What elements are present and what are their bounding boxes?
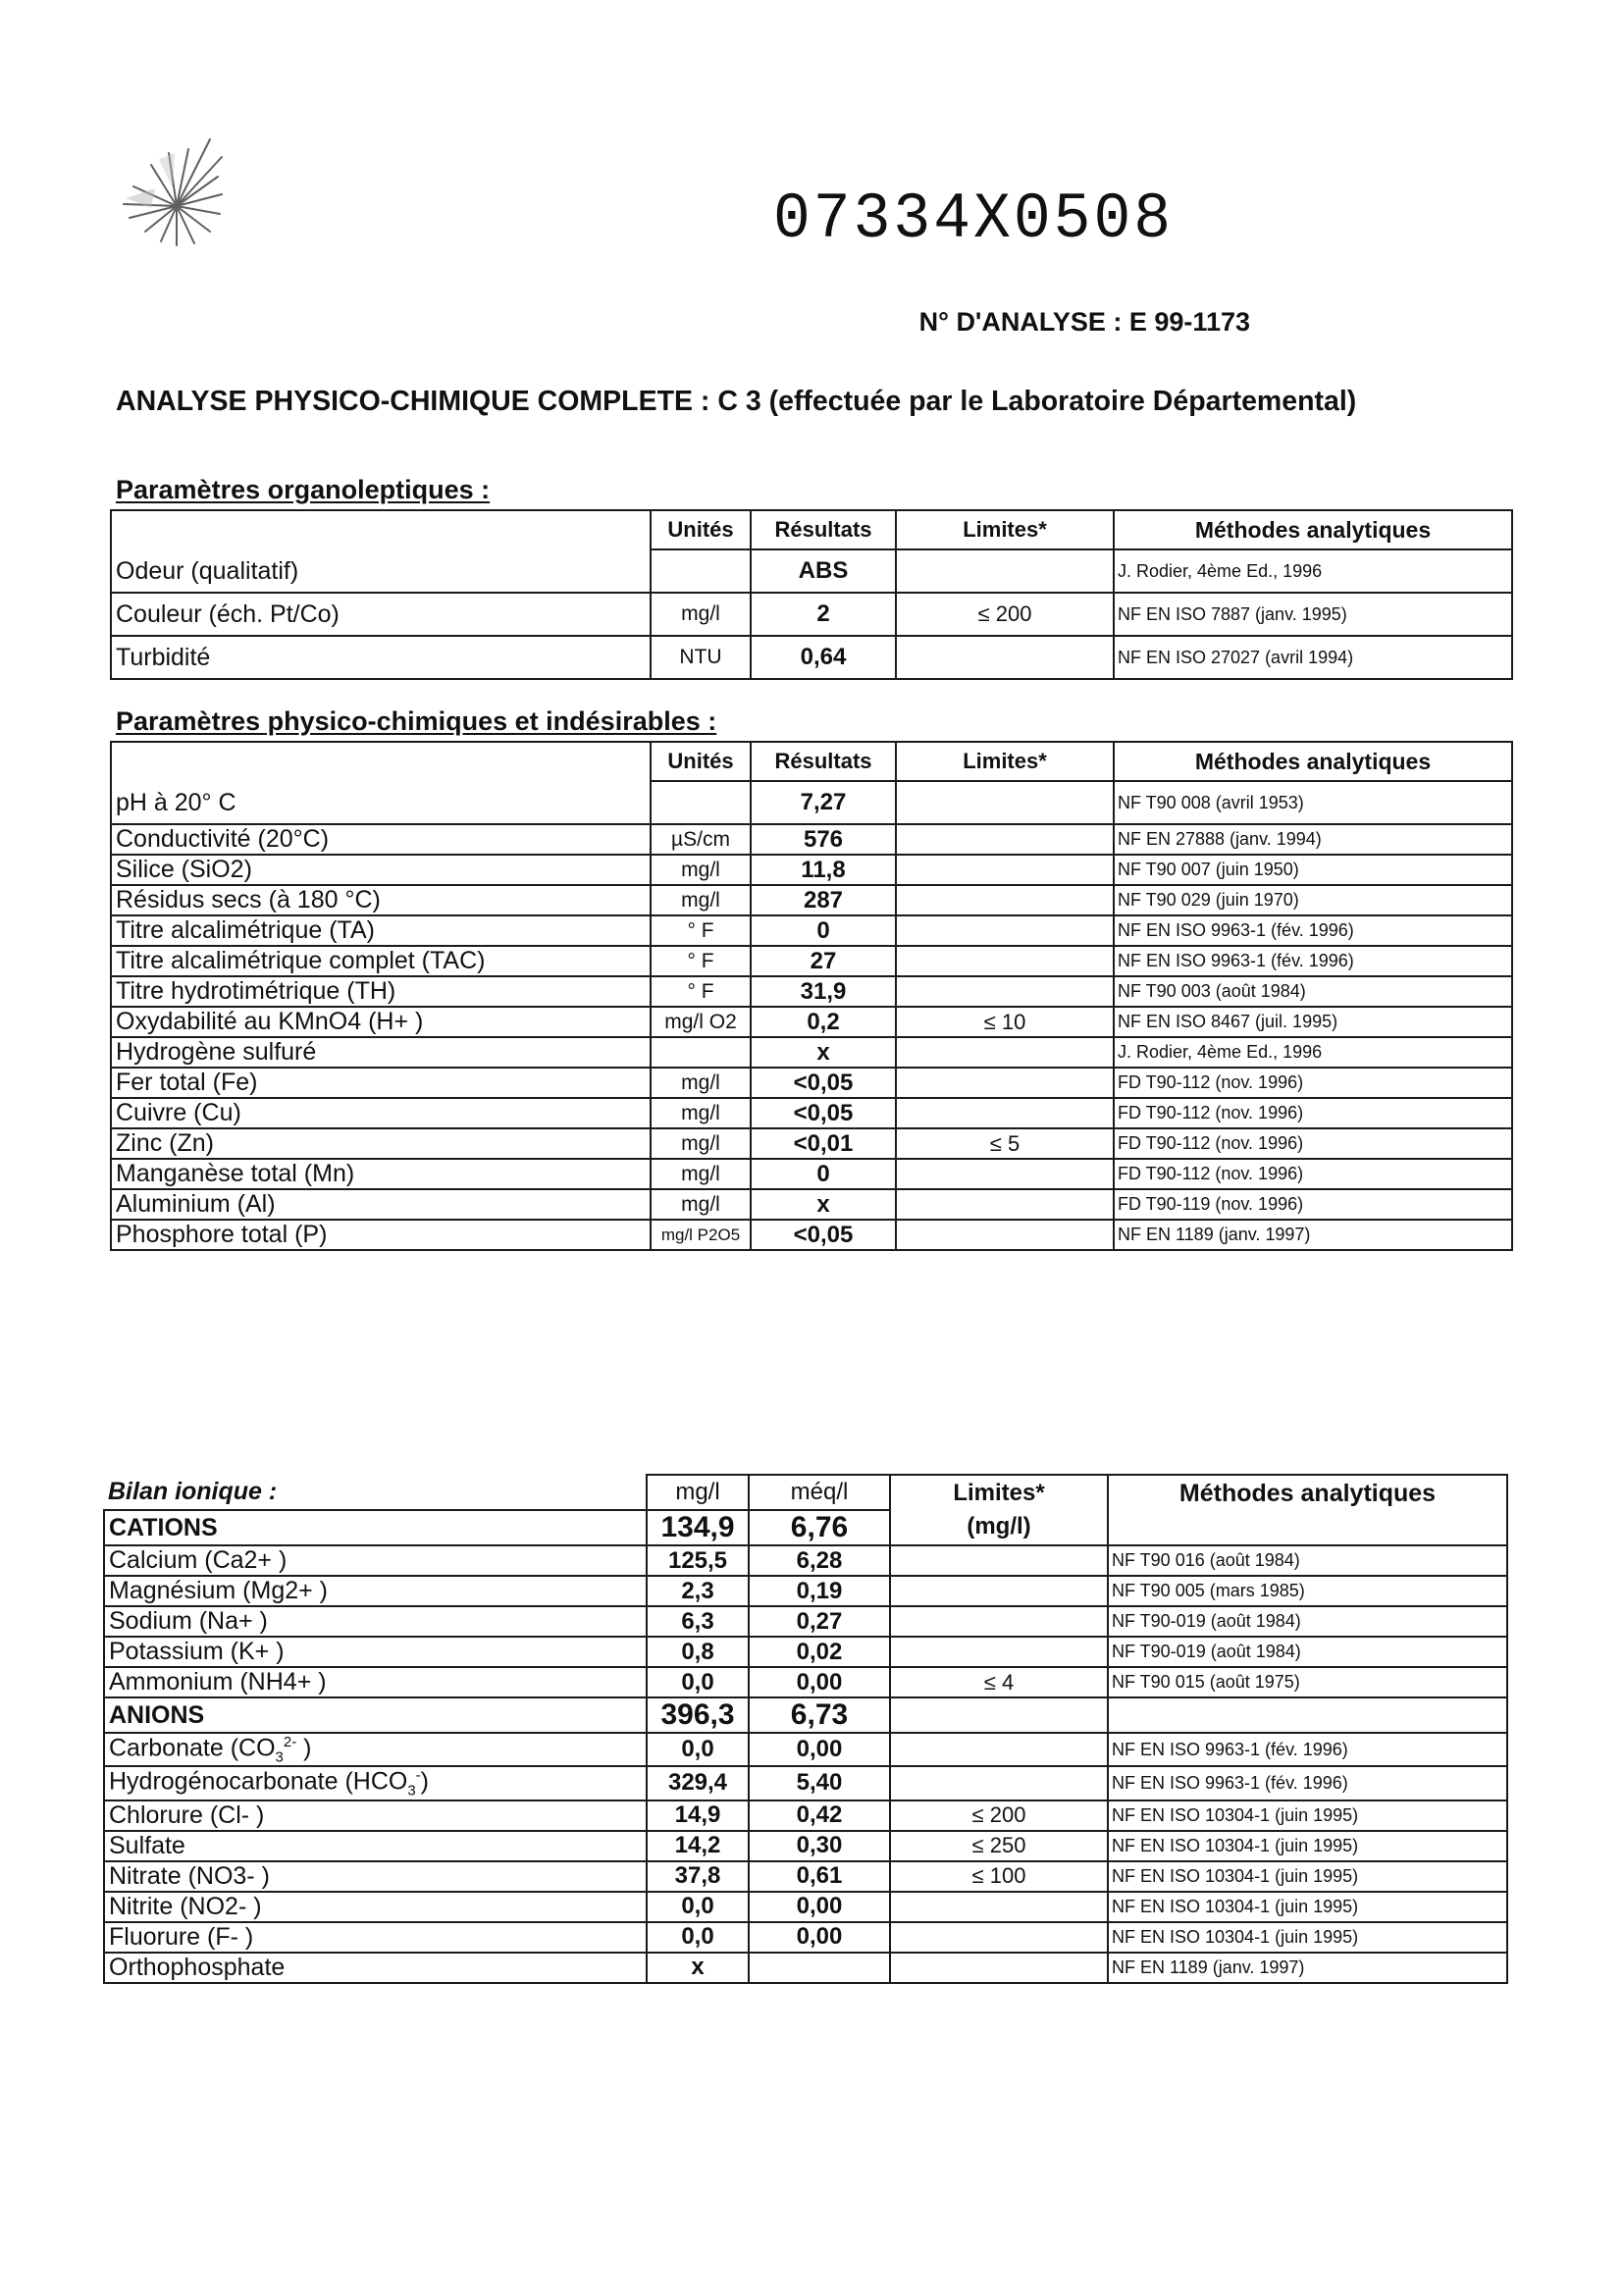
table-row [111, 1159, 1512, 1189]
param-cell: Manganèse total (Mn) [111, 1159, 651, 1189]
param-cell: Conductivité (20°C) [111, 824, 651, 855]
result-cell: 0 [751, 1159, 896, 1189]
method-cell: FD T90-112 (nov. 1996) [1114, 1128, 1512, 1159]
table-row [104, 1800, 1507, 1831]
param-cell: Ammonium (NH4+ ) [104, 1667, 647, 1697]
result-cell: <0,05 [751, 1098, 896, 1128]
unit-cell: mg/l [651, 1098, 751, 1128]
limit-cell [896, 824, 1114, 855]
limit-cell [890, 1606, 1108, 1637]
table-row [111, 1220, 1512, 1250]
meql-cell: 0,00 [749, 1733, 890, 1766]
method-cell: NF EN ISO 10304-1 (juin 1995) [1108, 1831, 1507, 1861]
result-cell: ABS [751, 549, 896, 593]
anions-total-row [104, 1697, 1507, 1733]
col-header-limits: Limites* [896, 742, 1114, 781]
result-cell: 11,8 [751, 855, 896, 885]
result-cell: <0,05 [751, 1068, 896, 1098]
table-row [104, 1733, 1507, 1766]
param-text-end: ) [296, 1734, 312, 1762]
section-title-physico: Paramètres physico-chimiques et indésirables : [116, 706, 717, 736]
method-cell: NF EN ISO 9963-1 (fév. 1996) [1108, 1733, 1507, 1766]
param-cell: Zinc (Zn) [111, 1128, 651, 1159]
col-header-meql: méq/l [749, 1475, 890, 1510]
meql-cell: 6,28 [749, 1545, 890, 1576]
param-cell: Phosphore total (P) [111, 1220, 651, 1250]
anions-meql: 6,73 [749, 1697, 890, 1733]
meql-cell: 0,27 [749, 1606, 890, 1637]
param-cell: Calcium (Ca2+ ) [104, 1545, 647, 1576]
result-cell: 0 [751, 915, 896, 946]
unit-cell: ° F [651, 946, 751, 976]
meql-cell: 0,42 [749, 1800, 890, 1831]
table-row [111, 855, 1512, 885]
analysis-number: N° D'ANALYSE : E 99-1173 [918, 307, 1250, 337]
param-cell: Couleur (éch. Pt/Co) [111, 593, 651, 636]
table-header-row [111, 510, 1512, 549]
param-cell: Oxydabilité au KMnO4 (H+ ) [111, 1007, 651, 1037]
limit-cell [896, 781, 1114, 824]
table-row [111, 1037, 1512, 1068]
col-header-results: Résultats [751, 742, 896, 781]
table-row [111, 593, 1512, 636]
physico-table [110, 741, 1513, 1251]
unit-cell: mg/l [651, 1128, 751, 1159]
col-header-methods: Méthodes analytiques [1108, 1475, 1507, 1545]
param-cell: Magnésium (Mg2+ ) [104, 1576, 647, 1606]
mgl-cell: 6,3 [647, 1606, 749, 1637]
limit-cell [896, 549, 1114, 593]
mgl-cell: 2,3 [647, 1576, 749, 1606]
limit-cell [896, 1098, 1114, 1128]
param-cell: Nitrate (NO3- ) [104, 1861, 647, 1892]
table-row [104, 1637, 1507, 1667]
param-cell: Chlorure (Cl- ) [104, 1800, 647, 1831]
result-cell: 0,2 [751, 1007, 896, 1037]
result-cell: 31,9 [751, 976, 896, 1007]
param-cell: Turbidité [111, 636, 651, 679]
result-cell: x [751, 1189, 896, 1220]
param-cell: Titre hydrotimétrique (TH) [111, 976, 651, 1007]
param-cell [104, 1733, 647, 1766]
method-cell: NF EN ISO 10304-1 (juin 1995) [1108, 1922, 1507, 1953]
method-cell: NF EN ISO 9963-1 (fév. 1996) [1114, 946, 1512, 976]
mgl-cell: 14,9 [647, 1800, 749, 1831]
result-cell: x [751, 1037, 896, 1068]
meql-cell: 0,19 [749, 1576, 890, 1606]
param-subscript: 3 [407, 1782, 416, 1800]
table-row [111, 885, 1512, 915]
mgl-cell: 0,0 [647, 1922, 749, 1953]
method-cell: NF EN ISO 9963-1 (fév. 1996) [1114, 915, 1512, 946]
col-header-limits: Limites* [896, 510, 1114, 549]
limit-cell [890, 1766, 1108, 1800]
param-text-end: ) [420, 1767, 429, 1796]
col-header-limits [890, 1475, 1108, 1545]
limit-cell [896, 1159, 1114, 1189]
mgl-cell: 125,5 [647, 1545, 749, 1576]
method-cell: NF EN ISO 10304-1 (juin 1995) [1108, 1800, 1507, 1831]
limit-cell [896, 1037, 1114, 1068]
limit-cell [890, 1576, 1108, 1606]
col-header-methods: Méthodes analytiques [1114, 742, 1512, 781]
result-cell: 2 [751, 593, 896, 636]
col-header-mgl: mg/l [647, 1475, 749, 1510]
method-cell: NF EN 27888 (janv. 1994) [1114, 824, 1512, 855]
meql-cell: 0,00 [749, 1667, 890, 1697]
limit-cell: ≤ 4 [890, 1667, 1108, 1697]
mgl-cell: 0,0 [647, 1667, 749, 1697]
meql-cell: 5,40 [749, 1766, 890, 1800]
col-header-units: Unités [651, 510, 751, 549]
table-row [104, 1766, 1507, 1800]
unit-cell: mg/l O2 [651, 1007, 751, 1037]
limit-cell [896, 915, 1114, 946]
limit-cell [896, 1220, 1114, 1250]
limit-cell [896, 885, 1114, 915]
result-cell: 7,27 [751, 781, 896, 824]
method-cell: NF T90-019 (août 1984) [1108, 1637, 1507, 1667]
meql-cell: 0,30 [749, 1831, 890, 1861]
mgl-cell: 0,0 [647, 1892, 749, 1922]
table-row [111, 1098, 1512, 1128]
col-header-units: Unités [651, 742, 751, 781]
limit-cell [890, 1697, 1108, 1733]
table-row [104, 1922, 1507, 1953]
unit-cell: mg/l [651, 1159, 751, 1189]
limit-cell [890, 1733, 1108, 1766]
param-cell: Hydrogène sulfuré [111, 1037, 651, 1068]
meql-cell: 0,61 [749, 1861, 890, 1892]
col-header-methods: Méthodes analytiques [1114, 510, 1512, 549]
document-code: 07334X0508 [773, 183, 1175, 256]
mgl-cell: 0,8 [647, 1637, 749, 1667]
table-row [104, 1667, 1507, 1697]
unit-cell: ° F [651, 915, 751, 946]
param-cell: Odeur (qualitatif) [111, 510, 651, 593]
method-cell: J. Rodier, 4ème Ed., 1996 [1114, 549, 1512, 593]
param-cell: Silice (SiO2) [111, 855, 651, 885]
param-cell: Sulfate [104, 1831, 647, 1861]
unit-cell [651, 549, 751, 593]
limit-cell [890, 1637, 1108, 1667]
table-row [104, 1831, 1507, 1861]
table-header-row [104, 1475, 1507, 1510]
method-cell: NF EN ISO 10304-1 (juin 1995) [1108, 1861, 1507, 1892]
limits-unit: (mg/l) [967, 1513, 1031, 1539]
method-cell: FD T90-119 (nov. 1996) [1114, 1189, 1512, 1220]
unit-cell: mg/l [651, 1189, 751, 1220]
anions-label: ANIONS [104, 1697, 647, 1733]
method-cell: FD T90-112 (nov. 1996) [1114, 1098, 1512, 1128]
param-cell: pH à 20° C [111, 742, 651, 824]
table-row [111, 1189, 1512, 1220]
method-cell: NF EN ISO 27027 (avril 1994) [1114, 636, 1512, 679]
table-row [111, 1007, 1512, 1037]
table-row [111, 976, 1512, 1007]
param-cell: Cuivre (Cu) [111, 1098, 651, 1128]
limit-cell [890, 1892, 1108, 1922]
unit-cell: mg/l [651, 855, 751, 885]
table-header-row [111, 742, 1512, 781]
table-row [111, 1128, 1512, 1159]
limit-cell [890, 1953, 1108, 1983]
organoleptic-table [110, 509, 1513, 680]
method-cell: NF T90 003 (août 1984) [1114, 976, 1512, 1007]
result-cell: 576 [751, 824, 896, 855]
limit-cell [896, 1189, 1114, 1220]
mgl-cell: x [647, 1953, 749, 1983]
limit-cell: ≤ 100 [890, 1861, 1108, 1892]
mgl-cell: 329,4 [647, 1766, 749, 1800]
param-cell: Titre alcalimétrique (TA) [111, 915, 651, 946]
method-cell: NF T90-019 (août 1984) [1108, 1606, 1507, 1637]
result-cell: <0,05 [751, 1220, 896, 1250]
table-row [104, 1892, 1507, 1922]
param-text: Hydrogénocarbonate (HCO [109, 1767, 408, 1796]
table-row [111, 1068, 1512, 1098]
limit-cell [896, 976, 1114, 1007]
cations-meql: 6,76 [749, 1510, 890, 1545]
unit-cell: µS/cm [651, 824, 751, 855]
method-cell: J. Rodier, 4ème Ed., 1996 [1114, 1037, 1512, 1068]
table-row [111, 946, 1512, 976]
param-superscript: 2- [283, 1734, 297, 1750]
limit-cell [896, 1068, 1114, 1098]
param-cell: Fer total (Fe) [111, 1068, 651, 1098]
table-row [104, 1606, 1507, 1637]
result-cell: 0,64 [751, 636, 896, 679]
result-cell: <0,01 [751, 1128, 896, 1159]
limit-cell: ≤ 200 [896, 593, 1114, 636]
param-cell: Orthophosphate [104, 1953, 647, 1983]
cations-label: CATIONS [104, 1510, 647, 1545]
limit-cell [896, 636, 1114, 679]
ionic-balance-table [103, 1474, 1508, 1984]
col-header-results: Résultats [751, 510, 896, 549]
param-superscript: - [415, 1767, 421, 1785]
method-cell: NF T90 016 (août 1984) [1108, 1545, 1507, 1576]
param-subscript: 3 [275, 1748, 284, 1766]
unit-cell: mg/l [651, 1068, 751, 1098]
table-row [104, 1545, 1507, 1576]
param-cell: Fluorure (F- ) [104, 1922, 647, 1953]
method-cell [1108, 1697, 1507, 1733]
unit-cell: NTU [651, 636, 751, 679]
param-cell: Potassium (K+ ) [104, 1637, 647, 1667]
unit-cell [651, 1037, 751, 1068]
limit-cell [890, 1545, 1108, 1576]
limit-cell: ≤ 5 [896, 1128, 1114, 1159]
param-cell: Sodium (Na+ ) [104, 1606, 647, 1637]
sunburst-logo-icon [116, 130, 224, 247]
section-title-ionic: Bilan ionique : [104, 1475, 647, 1510]
method-cell: FD T90-112 (nov. 1996) [1114, 1159, 1512, 1189]
method-cell: NF T90 029 (juin 1970) [1114, 885, 1512, 915]
method-cell: FD T90-112 (nov. 1996) [1114, 1068, 1512, 1098]
method-cell: NF EN ISO 8467 (juil. 1995) [1114, 1007, 1512, 1037]
param-cell: Résidus secs (à 180 °C) [111, 885, 651, 915]
method-cell: NF EN 1189 (janv. 1997) [1114, 1220, 1512, 1250]
table-row [111, 636, 1512, 679]
unit-cell [651, 781, 751, 824]
result-cell: 27 [751, 946, 896, 976]
unit-cell: mg/l P2O5 [651, 1220, 751, 1250]
unit-cell: mg/l [651, 885, 751, 915]
method-cell: NF EN ISO 10304-1 (juin 1995) [1108, 1892, 1507, 1922]
param-cell: Titre alcalimétrique complet (TAC) [111, 946, 651, 976]
mgl-cell: 0,0 [647, 1733, 749, 1766]
param-cell: Nitrite (NO2- ) [104, 1892, 647, 1922]
anions-mgl: 396,3 [647, 1697, 749, 1733]
unit-cell: ° F [651, 976, 751, 1007]
limit-cell [890, 1922, 1108, 1953]
mgl-cell: 14,2 [647, 1831, 749, 1861]
method-cell: NF T90 008 (avril 1953) [1114, 781, 1512, 824]
limit-cell: ≤ 200 [890, 1800, 1108, 1831]
meql-cell: 0,02 [749, 1637, 890, 1667]
param-cell [104, 1766, 647, 1800]
param-cell: Aluminium (Al) [111, 1189, 651, 1220]
section-title-organoleptic: Paramètres organoleptiques : [116, 475, 491, 504]
limits-label: Limites* [953, 1480, 1045, 1507]
cations-mgl: 134,9 [647, 1510, 749, 1545]
method-cell: NF EN ISO 7887 (janv. 1995) [1114, 593, 1512, 636]
meql-cell [749, 1953, 890, 1983]
limit-cell [896, 855, 1114, 885]
method-cell: NF T90 015 (août 1975) [1108, 1667, 1507, 1697]
limit-cell: ≤ 250 [890, 1831, 1108, 1861]
table-row [104, 1953, 1507, 1983]
table-row [111, 824, 1512, 855]
unit-cell: mg/l [651, 593, 751, 636]
limit-cell [896, 946, 1114, 976]
table-row [104, 1576, 1507, 1606]
method-cell: NF EN ISO 9963-1 (fév. 1996) [1108, 1766, 1507, 1800]
meql-cell: 0,00 [749, 1892, 890, 1922]
mgl-cell: 37,8 [647, 1861, 749, 1892]
method-cell: NF T90 005 (mars 1985) [1108, 1576, 1507, 1606]
table-row [104, 1861, 1507, 1892]
method-cell: NF EN 1189 (janv. 1997) [1108, 1953, 1507, 1983]
result-cell: 287 [751, 885, 896, 915]
page-title: ANALYSE PHYSICO-CHIMIQUE COMPLETE : C 3 (effectuée par le Laboratoire Départemental) [116, 386, 1357, 417]
meql-cell: 0,00 [749, 1922, 890, 1953]
limit-cell: ≤ 10 [896, 1007, 1114, 1037]
table-row [111, 915, 1512, 946]
method-cell: NF T90 007 (juin 1950) [1114, 855, 1512, 885]
param-text: Carbonate (CO [109, 1734, 276, 1762]
